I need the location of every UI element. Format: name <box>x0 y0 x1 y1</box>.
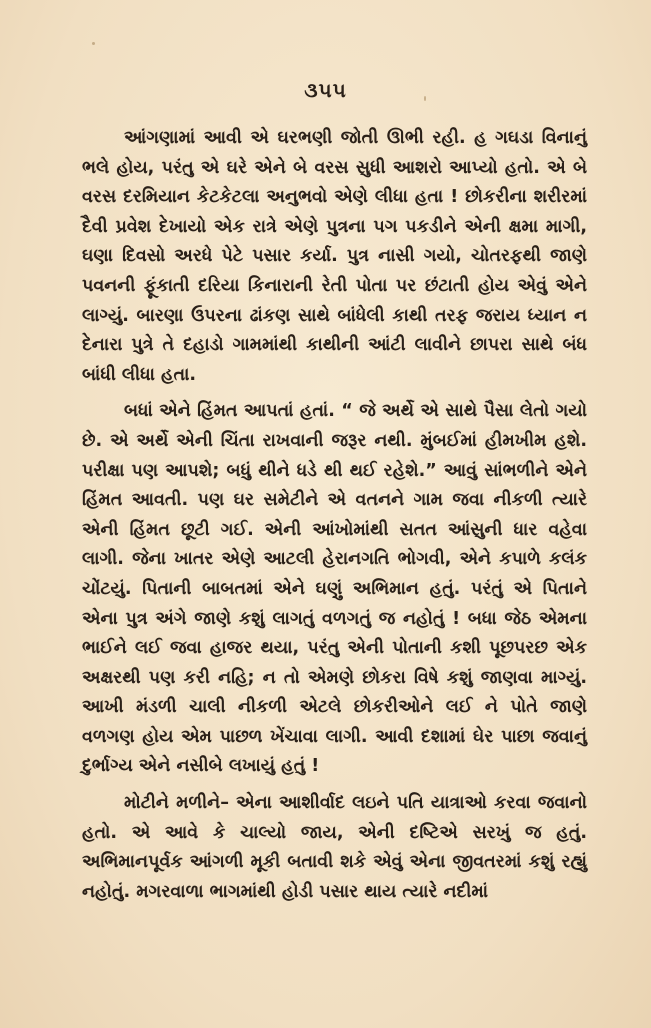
body-text <box>82 124 587 907</box>
paragraph-3: મોટીને મળીને– એના આશીર્વાદ લઇને પતિ યાત્રાઓ કરવા જવાનો હતો. એ આવે કે ચાલ્યો જાય, એની દષ્ટિએ સરખું જ હતું. અભિમાનપૂર્વક આંગળી મૂકી બતાવી શકે એવું એના જીવતરમાં કશું રહ્યું નહોતું. મગરવાળા ભાગમાંથી હોડી પસાર થાય ત્યારે નદીમાં <box>82 793 587 902</box>
paragraph-1: આંગણામાં આવી એ ઘરભણી જોતી ઊભી રહી. હ ગઘડા વિનાનું ભલે હોય, પરંતુ એ ઘરે એને બે વરસ સુધી આશરો આપ્યો હતો. એ બે વરસ દરમિયાન કેટકેટલા અનુભવો એણે લીધા હતા ! છોકરીના શરીરમાં દૈવી પ્રવેશ દેખાયો એક રાત્રે એણે પુત્રના પગ પકડીને એની ક્ષમા માગી, ઘણા દિવસો અરધે પેટે પસાર કર્યા. પુત્ર નાસી ગયો, ચોતરફથી જાણે પવનની ફૂંકાતી દરિયા કિનારાની રેતી પોતા પર છંટાતી હોય એવું એને લાગ્યું. બારણા ઉપરના ઢાંકણ સાથે બાંધેલી કાથી તરફ જરાય ધ્યાન ન દેનારા પુત્રે તે દહાડો ગામમાંથી કાથીની આંટી લાવીને છાપરા સાથે બંધ બાંધી લીધા હતા. <box>82 128 587 385</box>
page-number: ૩૫૫ <box>304 78 347 102</box>
paper-speck <box>92 42 95 45</box>
paragraph-2: બધાં એને હિંમત આપતાં હતાં. “ જે અર્થે એ સાથે પૈસા લેતો ગયો છે. એ અર્થે એની ચિંતા રાખવાની જરૂર નથી. મુંબઈમાં હીમખીમ હશે. પરીક્ષા પણ આપશે; બધું થીને ધડે થી થઈ રહેશે.” આવું સાંભળીને એને હિંમત આવતી. પણ ઘર સમેટીને એ વતનને ગામ જવા નીકળી ત્યારે એની હિંમત છૂટી ગઈ. એની આંખોમાંથી સતત આંસુની ધાર વહેવા લાગી. જેના ખાતર એણે આટલી હેરાનગતિ ભોગવી, એને કપાળે કલંક ચોંટયું. પિતાની બાબતમાં એને ઘણું અભિમાન હતું. પરંતું એ પિતાને એના પુત્ર અંગે જાણે કશું લાગતું વળગતું જ નહોતું ! બધા જેઠ એમના ભાઈને લઈ જવા હાજર થયા, પરંતુ એની પોતાની કશી પૂછપરછ એક અક્ષરથી પણ કરી નહિ; ન તો એમણે છોકરા વિષે કશું જાણવા માગ્યું. આખી મંડળી ચાલી નીકળી એટલે છોકરીઓને લઈ ને પોતે જાણે વળગણ હોય એમ પાછળ ખેંચાવા લાગી. આવી દશામાં ઘેર પાછા જવાનું દુર્ભાગ્ય એને નસીબે લખાયું હતું ! <box>82 401 587 777</box>
